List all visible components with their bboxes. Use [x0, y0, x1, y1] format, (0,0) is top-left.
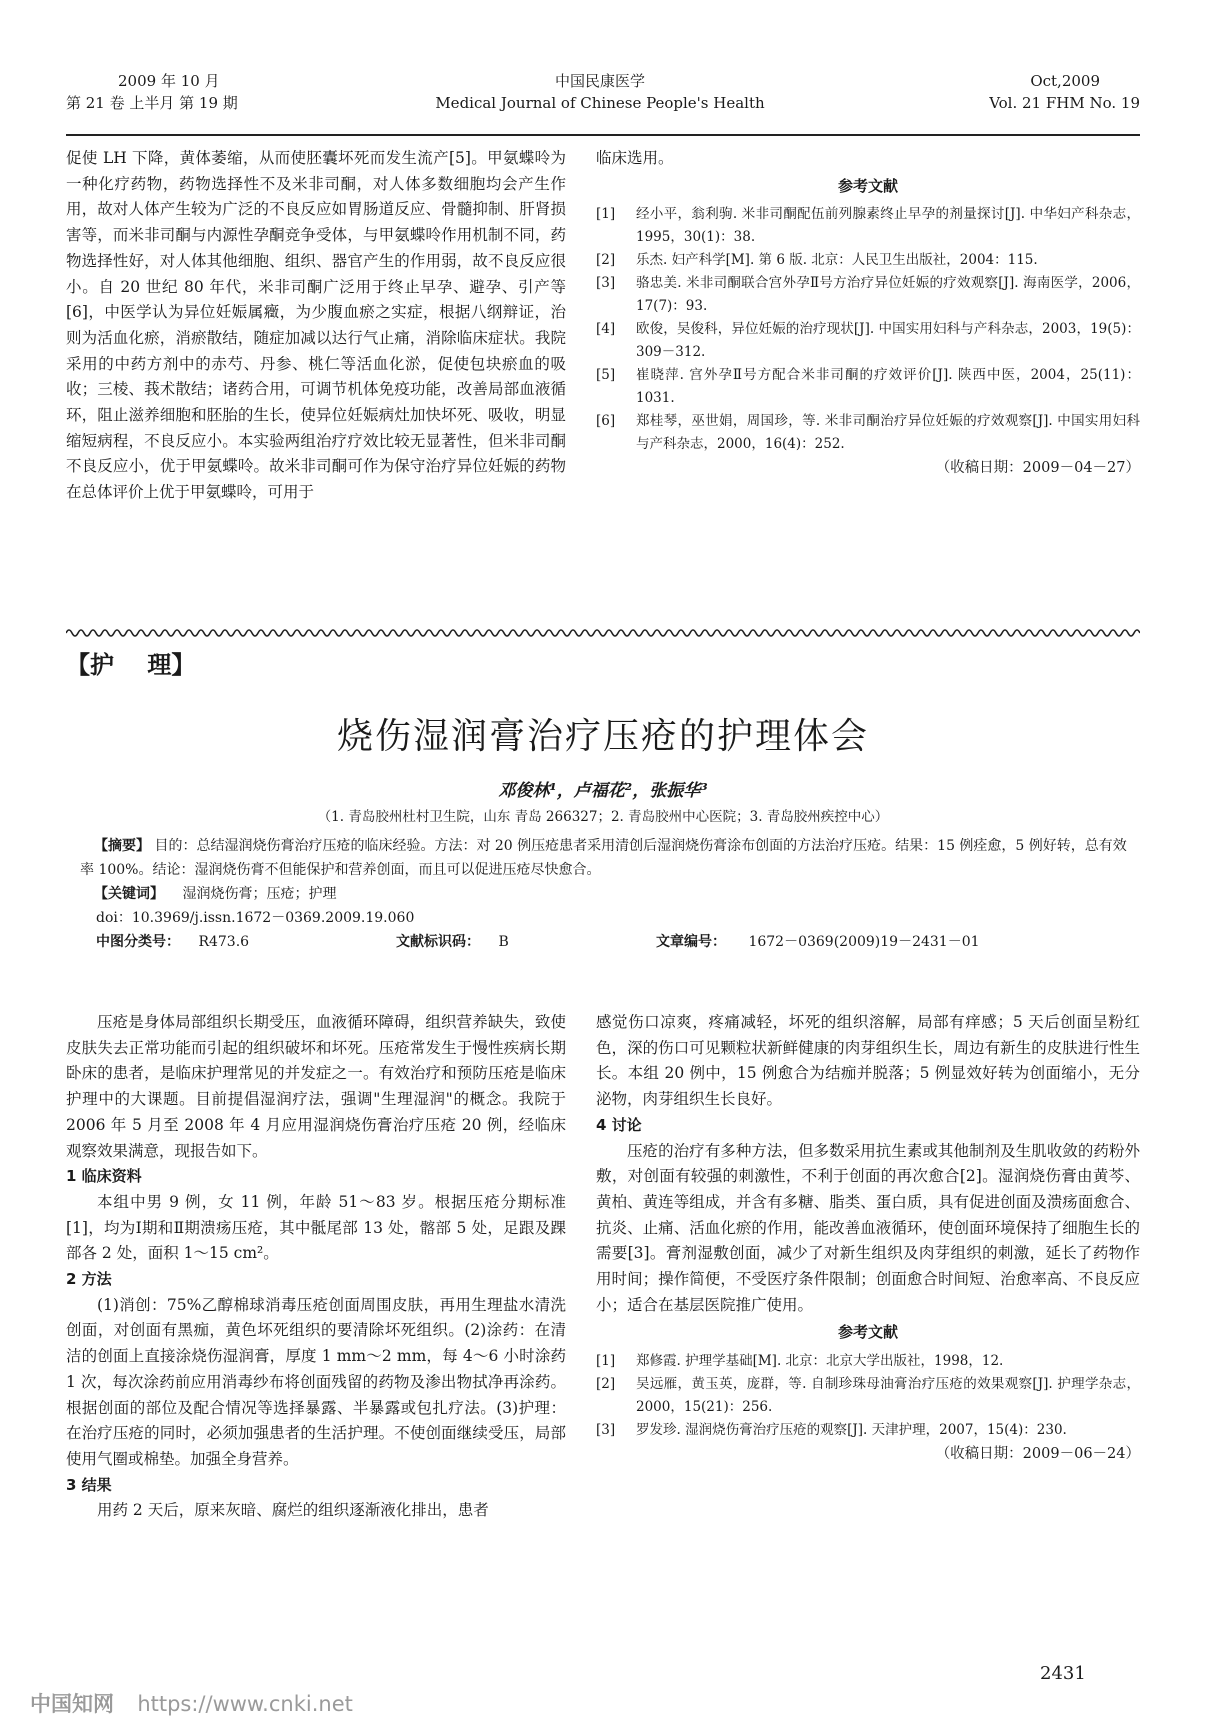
abstract-block	[80, 834, 1130, 954]
article-left-column	[66, 1010, 566, 1524]
abstract-label: 【摘要】	[94, 838, 150, 854]
article-title: 烧伤湿润膏治疗压疮的护理体会	[336, 716, 869, 757]
header-month-en: Oct,2009	[1030, 72, 1100, 90]
artno-value: 1672－0369(2009)19－2431－01	[748, 934, 980, 950]
reference-item: [2] 乐杰. 妇产科学[M]. 第 6 版. 北京：人民卫生出版社，2004：115.	[596, 252, 1038, 269]
abstract-text: 目的：总结湿润烧伤膏治疗压疮的临床经验。方法：对 20 例压疮患者采用清创后湿润烧伤膏涂布创面的方法治疗压疮。结果：15 例痊愈，5 例好转，总有效率 100%。结论：湿润烧伤膏不但能保护和营养创面，而且可以促进压疮尽快愈合。	[80, 838, 1127, 878]
artno-label: 文章编号：	[656, 934, 726, 950]
section-4-title: 4 讨论	[596, 1115, 642, 1134]
prev-article-left-column	[66, 146, 566, 506]
wavy-separator	[66, 627, 1140, 639]
keywords	[80, 882, 1130, 906]
header-volume-en: Vol. 21 FHM No. 19	[989, 94, 1140, 112]
reference-item: [4] 欧俊，吴俊科，异位妊娠的治疗现状[J]. 中国实用妇科与产科杂志，2003，19(5)：309－312.	[596, 321, 1140, 361]
journal-name-cn: 中国民康医学	[554, 72, 645, 90]
section-tag: 【护 理】	[66, 651, 196, 679]
reference-item: [2] 吴远雁，黄玉英，庞群，等. 自制珍珠母油膏治疗压疮的效果观察[J]. 护理学杂志，2000，15(21)：256.	[596, 1376, 1140, 1416]
header-date: 2009 年 10 月	[118, 72, 220, 90]
article-refs-title: 参考文献	[837, 1323, 898, 1342]
keywords-label: 【关键词】	[94, 886, 164, 902]
article-affiliations: （1. 青岛胶州杜村卫生院，山东 青岛 266327；2. 青岛胶州中心医院；3. 青岛胶州疾控中心）	[317, 809, 889, 825]
abstract	[80, 834, 1130, 882]
article-authors: 邓俊林¹，卢福花²，张振华³	[498, 781, 708, 801]
classification-row	[80, 930, 1130, 954]
prev-article-right-text: 临床选用。	[596, 149, 674, 167]
intro-paragraph: 压疮是身体局部组织长期受压，血液循环障碍，组织营养缺失，致使皮肤失去正常功能而引起的组织破坏和坏死。压疮常发生于慢性疾病长期卧床的患者，是临床护理常见的并发症之一。有效治疗和预防压疮是临床护理中的大课题。目前提倡湿润疗法，强调"生理湿润"的概念。我院于 2006 年 5 月至 2008 年 4 月应用湿润烧伤膏治疗压疮 20 例，经临床观察效果满意，现报告如下。	[66, 1013, 566, 1160]
header-right	[820, 70, 1140, 114]
section-3-text: 用药 2 天后，原来灰暗、腐烂的组织逐渐液化排出，患者	[97, 1501, 489, 1520]
header-rule	[66, 134, 1140, 136]
cnki-logo-text: 中国知网	[30, 1692, 114, 1716]
results-continued: 感觉伤口凉爽，疼痛减轻，坏死的组织溶解，局部有痒感；5 天后创面呈粉红色，深的伤口可见颗粒状新鲜健康的肉芽组织生长，周边有新生的皮肤进行性生长。本组 20 例中，15 例愈合为结痂并脱落；5 例显效好转为创面缩小，无分泌物，肉芽组织生长良好。	[596, 1013, 1140, 1109]
page-number: 2431	[1040, 1663, 1086, 1684]
journal-name-en: Medical Journal of Chinese People's Health	[435, 94, 765, 112]
prev-article-text: 促使 LH 下降，黄体萎缩，从而使胚囊坏死而发生流产[5]。甲氨蝶呤为一种化疗药物，药物选择性不及米非司酮，对人体多数细胞均会产生作用，故对人体产生较为广泛的不良反应如胃肠道反应、骨髓抑制、肝肾损害等，而米非司酮与内源性孕酮竞争受体，与甲氨蝶呤作用机制不同，药物选择性好，对人体其他细胞、组织、器官产生的作用弱，故不良反应很小。自 20 世纪 80 年代，米非司酮广泛用于终止早孕、避孕、引产等[6]，中医学认为异位妊娠属癥，为少腹血瘀之实症，根据八纲辩证，治则为活血化瘀，消瘀散结，随症加减以达行气止痛，消除临床症状。我院采用的中药方剂中的赤芍、丹参、桃仁等活血化淤，促使包块瘀血的吸收；三棱、莪术散结；诸药合用，可调节机体免疫功能，改善局部血液循环，阻止滋养细胞和胚胎的生长，使异位妊娠病灶加快坏死、吸收，明显缩短病程，不良反应小。本实验两组治疗疗效比较无显著性，但米非司酮不良反应小，优于甲氨蝶呤。故米非司酮可作为保守治疗异位妊娠的药物在总体评价上优于甲氨蝶呤，可用于	[66, 149, 566, 502]
header-left	[66, 70, 396, 114]
section-1-text: 本组中男 9 例，女 11 例，年龄 51～83 岁。根据压疮分期标准[1]，均为Ⅰ期和Ⅱ期溃疡压疮，其中骶尾部 13 处，髂部 5 处，足跟及踝部各 2 处，面积 1～15 cm²。	[66, 1192, 566, 1263]
section-1-title: 1 临床资料	[66, 1167, 142, 1186]
reference-item: [3] 骆忠美. 米非司酮联合宫外孕Ⅱ号方治疗异位妊娠的疗效观察[J]. 海南医学，2006，17(7)：93.	[596, 275, 1140, 315]
prev-refs-title: 参考文献	[837, 176, 898, 195]
clc-value: R473.6	[198, 934, 250, 950]
section-2-text: (1)消创：75%乙醇棉球消毒压疮创面周围皮肤，再用生理盐水清洗创面，对创面有黑痂，黄色坏死组织的要清除坏死组织。(2)涂药：在清洁的创面上直接涂烧伤湿润膏，厚度 1 mm～2 mm，每 4～6 小时涂药 1 次，每次涂药前应用消毒纱布将创面残留的药物及渗出物拭净再涂药。根据创面的部位及配合情况等选择暴露、半暴露或包扎疗法。(3)护理：在治疗压疮的同时，必须加强患者的生活护理。不使创面继续受压，局部使用气圈或棉垫。加强全身营养。	[66, 1295, 566, 1468]
cnki-watermark	[30, 1690, 353, 1718]
reference-item: [1] 郑修霞. 护理学基础[M]. 北京：北京大学出版社，1998，12.	[596, 1353, 1004, 1370]
keywords-text: 湿润烧伤膏；压疮；护理	[182, 886, 337, 902]
reference-item: [1] 经小平，翁利驹. 米非司酮配伍前列腺素终止早孕的剂量探讨[J]. 中华妇产科杂志，1995，30(1)：38.	[596, 206, 1140, 246]
header-volume: 第 21 卷 上半月 第 19 期	[66, 94, 238, 112]
header-center	[400, 70, 800, 114]
section-2-title: 2 方法	[66, 1270, 112, 1289]
prev-refs-list	[596, 203, 1140, 456]
doccode-label: 文献标识码：	[396, 934, 480, 950]
article-right-column	[596, 1010, 1140, 1466]
section-3-title: 3 结果	[66, 1475, 112, 1494]
article-received-date: （收稿日期：2009－06－24）	[935, 1446, 1140, 1463]
doccode-value: B	[498, 934, 509, 950]
doi: doi：10.3969/j.issn.1672－0369.2009.19.060	[96, 910, 415, 926]
cnki-url[interactable]: https://www.cnki.net	[137, 1692, 353, 1716]
reference-item: [3] 罗发珍. 湿润烧伤膏治疗压疮的观察[J]. 天津护理，2007，15(4)：230.	[596, 1422, 1067, 1439]
reference-item: [5] 崔晓萍. 宫外孕Ⅱ号方配合米非司酮的疗效评价[J]. 陕西中医，2004，25(11)：1031.	[596, 367, 1140, 407]
section-4-text: 压疮的治疗有多种方法，但多数采用抗生素或其他制剂及生肌收敛的药粉外敷，对创面有较强的刺激性，不利于创面的再次愈合[2]。湿润烧伤膏由黄芩、黄柏、黄连等组成，并含有多糖、脂类、蛋白质，具有促进创面及溃疡面愈合、抗炎、止痛、活血化瘀的作用，能改善血液循环，使创面环境保持了细胞生长的需要[3]。膏剂湿敷创面，减少了对新生组织及肉芽组织的刺激，延长了药物作用时间；操作简便，不受医疗条件限制；创面愈合时间短、治愈率高、不良反应小；适合在基层医院推广使用。	[596, 1141, 1140, 1314]
prev-received-date: （收稿日期：2009－04－27）	[935, 460, 1140, 477]
prev-article-right-column	[596, 146, 1140, 480]
clc-label: 中图分类号：	[96, 934, 180, 950]
reference-item: [6] 郑桂琴，巫世娟，周国珍，等. 米非司酮治疗异位妊娠的疗效观察[J]. 中国实用妇科与产科杂志，2000，16(4)：252.	[596, 413, 1140, 453]
article-refs-list	[596, 1350, 1140, 1442]
